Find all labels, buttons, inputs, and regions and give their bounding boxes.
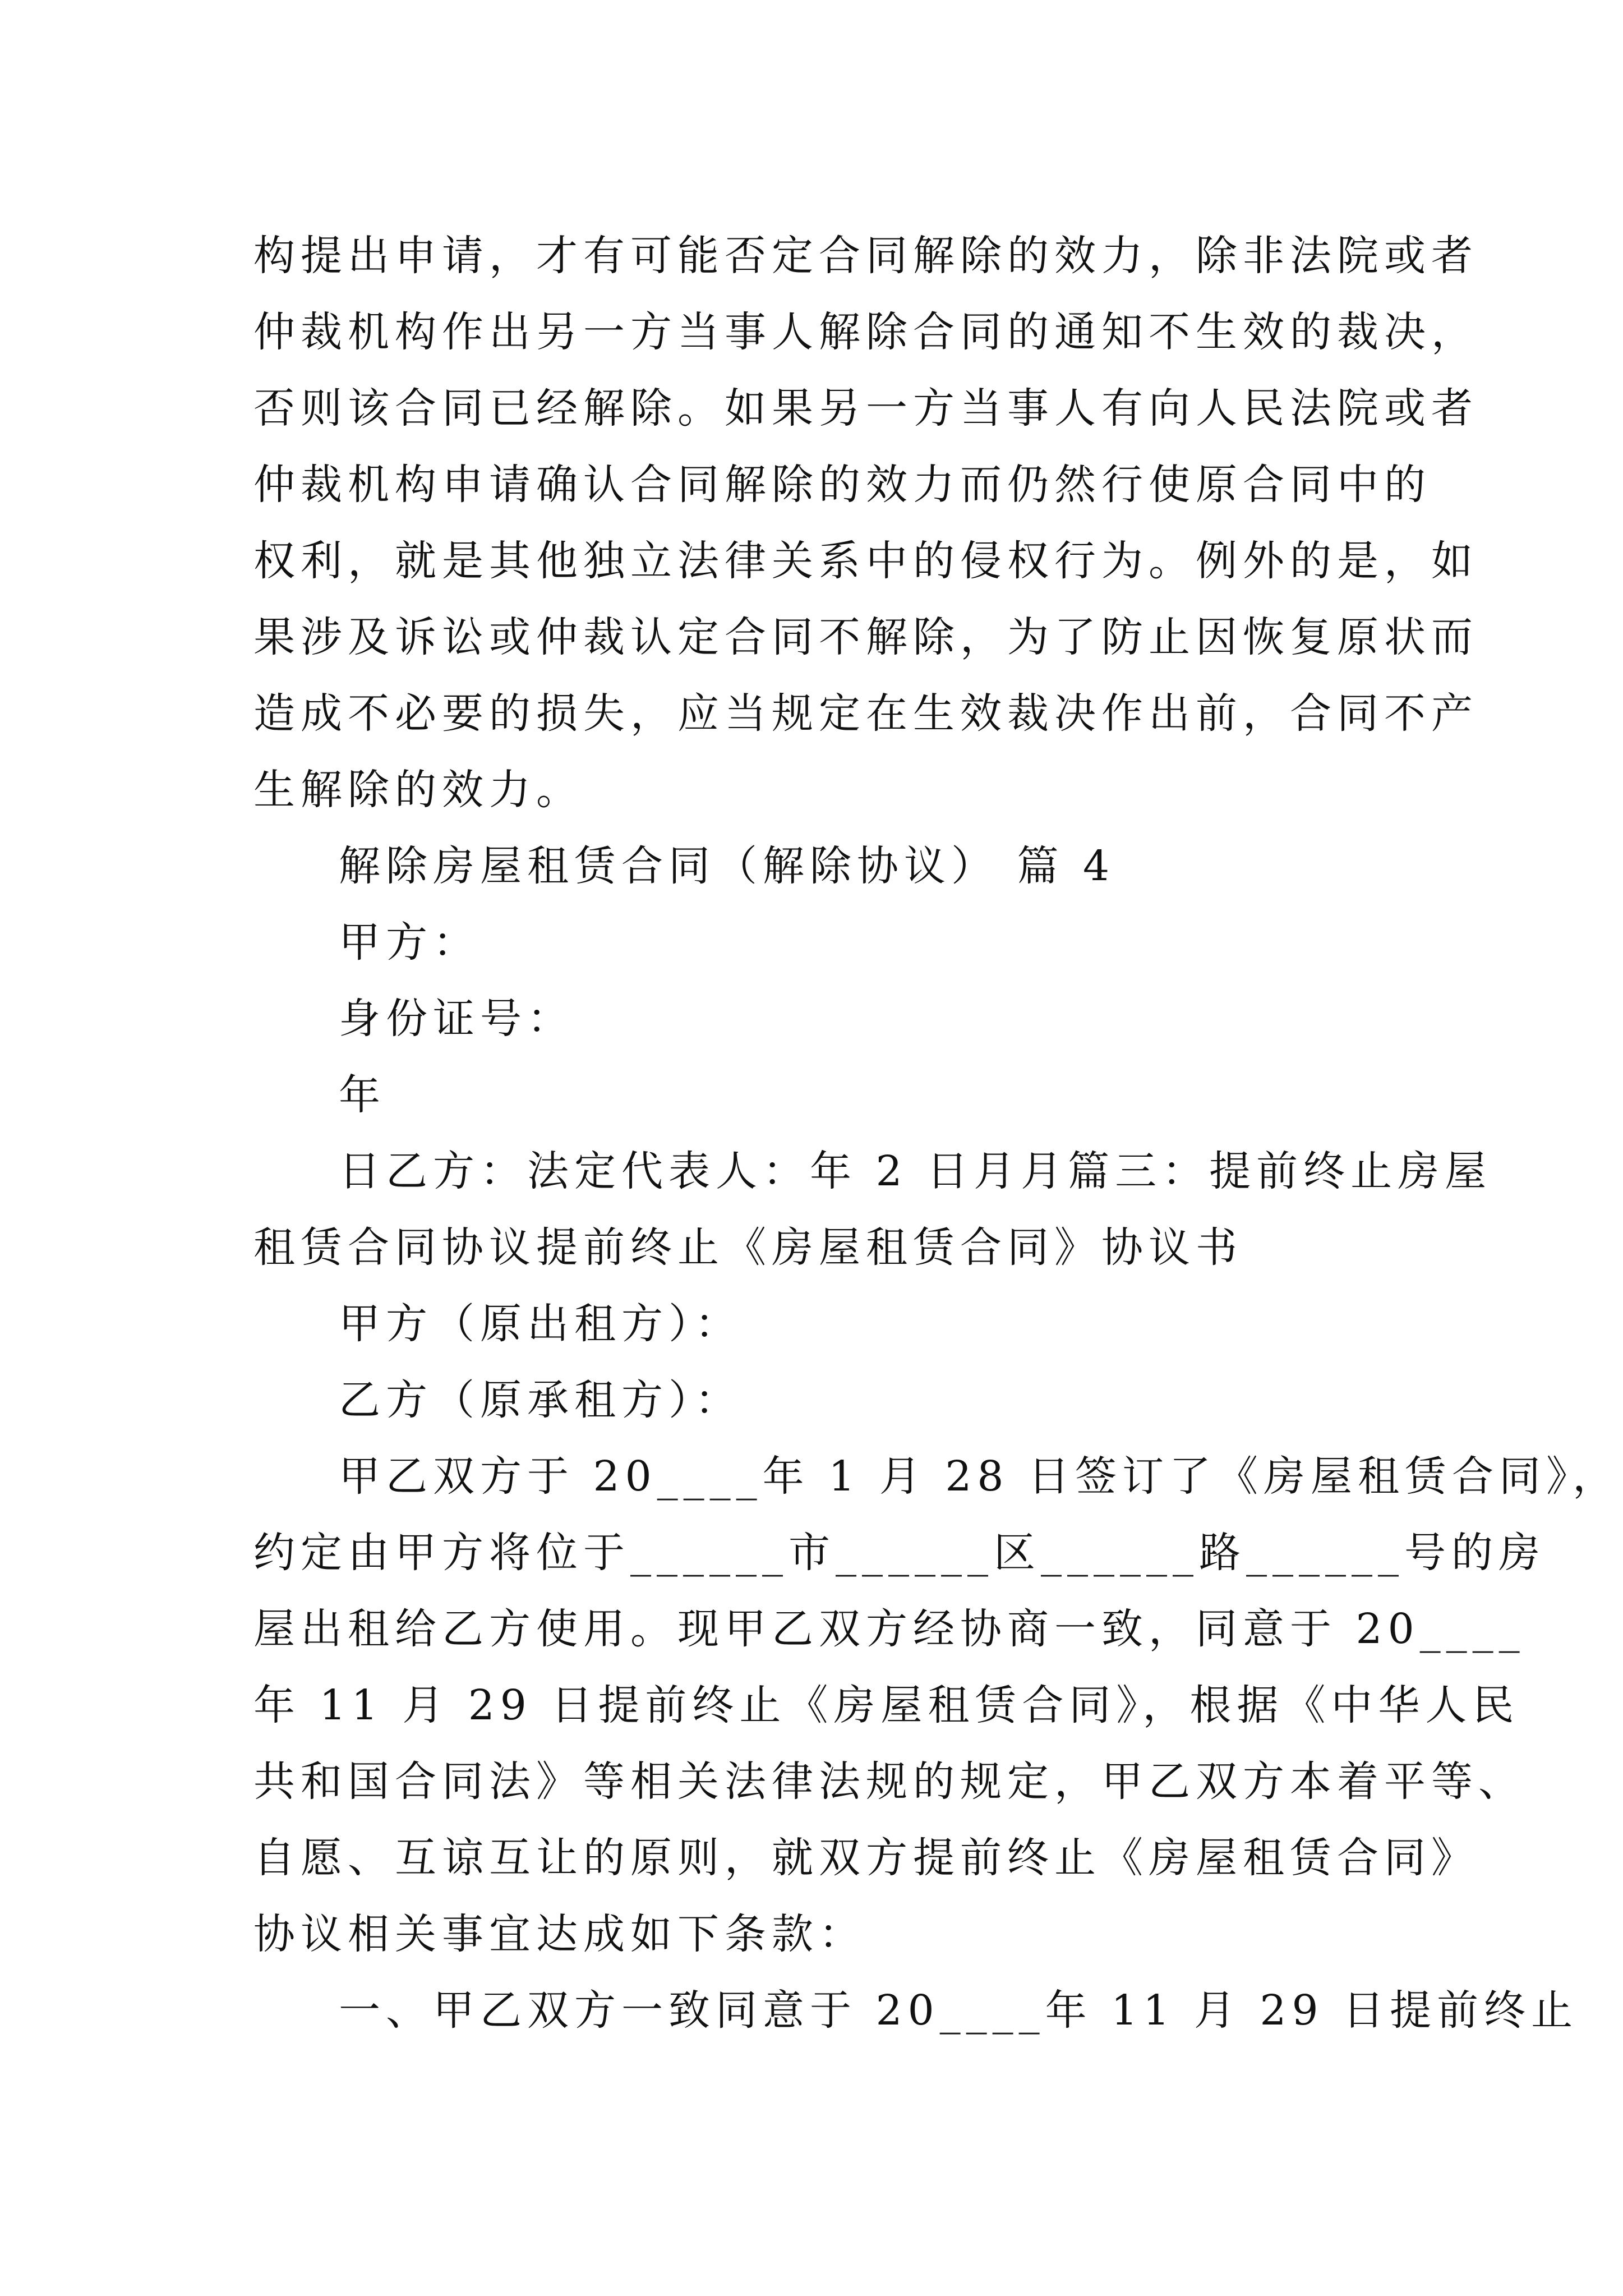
text-line: 造成不必要的损失，应当规定在生效裁决作出前，合同不产 (253, 689, 1478, 738)
text-line: 生解除的效力。 (253, 766, 583, 814)
text-line: 否则该合同已经解除。如果另一方当事人有向人民法院或者 (253, 384, 1478, 432)
year-label: 年 (339, 1071, 386, 1119)
document-body (253, 218, 1620, 2049)
text-line: 仲裁机构作出另一方当事人解除合同的通知不生效的裁决， (253, 308, 1478, 356)
text-line: 年 11 月 29 日提前终止《房屋租赁合同》，根据《中华人民 (253, 1681, 1520, 1729)
text-line: 仲裁机构申请确认合同解除的效力而仍然行使原合同中的 (253, 461, 1431, 509)
party-a-label: 甲方： (339, 918, 480, 967)
text-line: 权利，就是其他独立法律关系中的侵权行为。例外的是，如 (253, 537, 1478, 585)
text-line: 租赁合同协议提前终止《房屋租赁合同》协议书 (253, 1223, 1243, 1272)
party-b-original-lessee: 乙方（原承租方）： (339, 1376, 742, 1424)
text-line: 甲乙双方于 20____年 1 月 28 日签订了《房屋租赁合同》， (339, 1452, 1620, 1501)
party-a-original-lessor: 甲方（原出租方）： (339, 1300, 742, 1348)
text-line: 果涉及诉讼或仲裁认定合同不解除，为了防止因恢复原状而 (253, 613, 1478, 661)
text-line: 屋出租给乙方使用。现甲乙双方经协商一致，同意于 20____ (253, 1605, 1525, 1653)
text-line: 日乙方：法定代表人：年 2 日月月篇三：提前终止房屋 (339, 1147, 1492, 1195)
text-line: 自愿、互谅互让的原则，就双方提前终止《房屋租赁合同》 (253, 1834, 1478, 1882)
clause-one: 一、甲乙双方一致同意于 20____年 11 月 29 日提前终止 (339, 1986, 1579, 2035)
section-heading: 解除房屋租赁合同（解除协议） 篇 4 (339, 842, 1115, 890)
text-line: 约定由甲方将位于______市______区______路______号的房 (253, 1529, 1546, 1577)
id-number-label: 身份证号： (339, 995, 574, 1043)
text-line: 协议相关事宜达成如下条款： (253, 1910, 866, 1958)
text-line: 共和国合同法》等相关法律法规的规定，甲乙双方本着平等、 (253, 1757, 1525, 1806)
text-line: 构提出申请，才有可能否定合同解除的效力，除非法院或者 (253, 232, 1478, 280)
